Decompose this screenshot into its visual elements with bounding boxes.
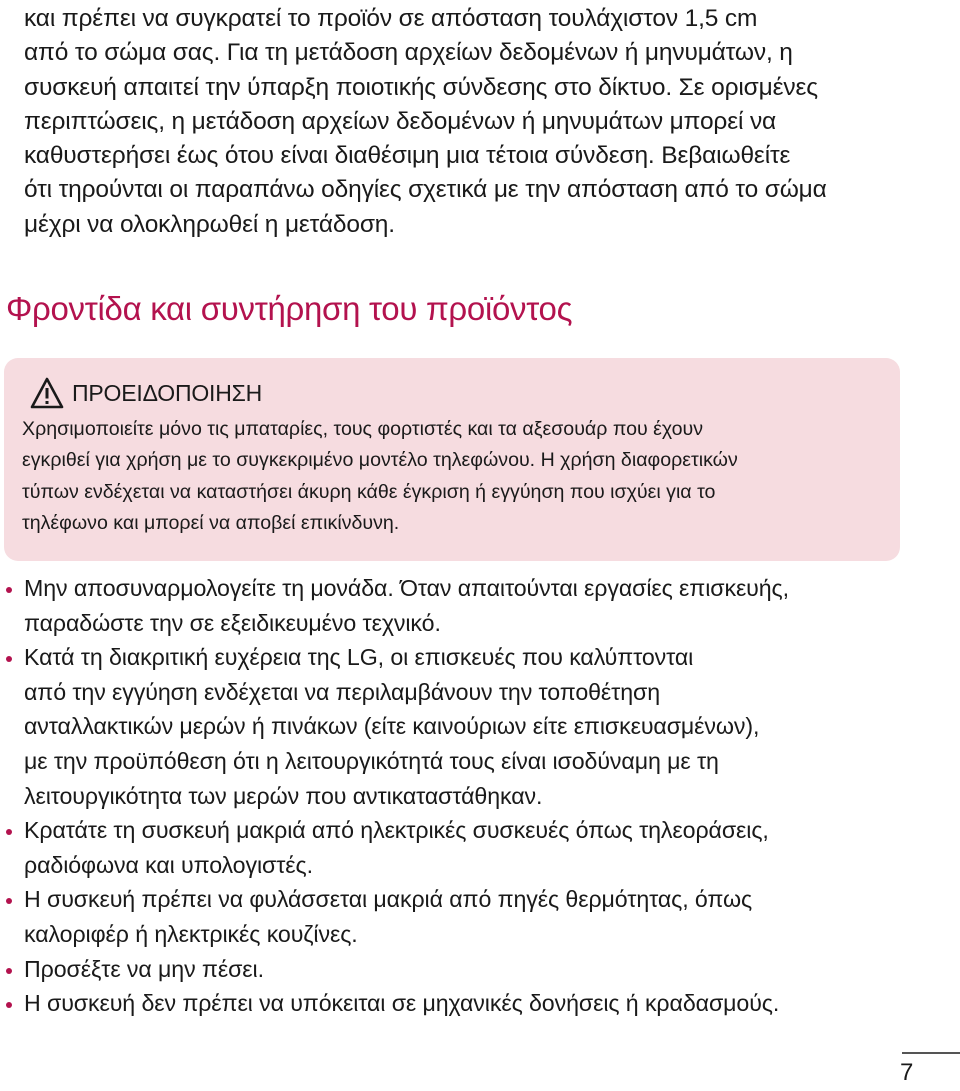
bullet-item xyxy=(0,882,950,951)
bullet-line: Η συσκευή δεν πρέπει να υπόκειται σε μηχανικές δονήσεις ή κραδασμούς. xyxy=(24,990,780,1017)
page-number: 7 xyxy=(900,1059,914,1086)
intro-line: από το σώμα σας. Για τη μετάδοση αρχείων δεδομένων ή μηνυμάτων, η xyxy=(24,39,793,67)
bullet-line: ανταλλακτικών μερών ή πινάκων (είτε καινούριων είτε επισκευασμένων), xyxy=(24,713,760,740)
bullet-line: από την εγγύηση ενδέχεται να περιλαμβάνουν την τοποθέτηση xyxy=(24,678,661,705)
warning-header xyxy=(30,376,262,410)
bullet-line: Κατά τη διακριτική ευχέρεια της LG, οι επισκευές που καλύπτονται xyxy=(24,644,694,671)
bullet-item xyxy=(0,813,950,882)
page-number-rule xyxy=(902,1052,960,1054)
bullet-line: ραδιόφωνα και υπολογιστές. xyxy=(24,851,313,878)
bullet-line: Κρατάτε τη συσκευή μακριά από ηλεκτρικές συσκευές όπως τηλεοράσεις, xyxy=(24,817,769,844)
bullet-dot xyxy=(6,968,12,974)
intro-line: καθυστερήσει έως ότου είναι διαθέσιμη μια τέτοια σύνδεση. Βεβαιωθείτε xyxy=(24,142,791,170)
bullet-line: Προσέξτε να μην πέσει. xyxy=(24,955,264,982)
bullet-line: καλοριφέρ ή ηλεκτρικές κουζίνες. xyxy=(24,920,358,947)
bullet-item xyxy=(0,571,950,640)
intro-line: και πρέπει να συγκρατεί το προϊόν σε απόσταση τουλάχιστον 1,5 cm xyxy=(24,5,758,32)
warning-line: εγκριθεί για χρήση με το συγκεκριμένο μοντέλο τηλεφώνου. Η χρήση διαφορετικών xyxy=(22,449,738,472)
intro-line: περιπτώσεις, η μετάδοση αρχείων δεδομένων ή μηνυμάτων μπορεί να xyxy=(24,107,777,135)
warning-line: τηλέφωνο και μπορεί να αποβεί επικίνδυνη. xyxy=(22,512,400,535)
bullet-item xyxy=(0,640,950,813)
bullet-dot xyxy=(6,829,12,835)
bullet-line: με την προϋπόθεση ότι η λειτουργικότητά τους είναι ισοδύναμη με τη xyxy=(24,747,719,774)
bullet-item xyxy=(0,952,950,987)
bullet-dot xyxy=(6,656,12,662)
bullet-dot xyxy=(6,1002,12,1008)
warning-line: τύπων ενδέχεται να καταστήσει άκυρη κάθε έγκριση ή εγγύηση που ισχύει για το xyxy=(22,480,716,503)
warning-text xyxy=(22,414,892,540)
warning-box xyxy=(4,358,900,561)
bullet-item xyxy=(0,986,950,1021)
bullet-line: Μην αποσυναρμολογείτε τη μονάδα. Όταν απαιτούνται εργασίες επισκευής, xyxy=(24,575,789,601)
care-bullet-list xyxy=(0,571,950,1021)
section-title: Φροντίδα και συντήρηση του προϊόντος xyxy=(6,290,573,327)
intro-line: συσκευή απαιτεί την ύπαρξη ποιοτικής σύνδεσης στο δίκτυο. Σε ορισμένες xyxy=(24,73,818,101)
warning-line: Χρησιμοποιείτε μόνο τις μπαταρίες, τους φορτιστές και τα αξεσουάρ που έχουν xyxy=(22,418,704,440)
bullet-line: Η συσκευή πρέπει να φυλάσσεται μακριά από πηγές θερμότητας, όπως xyxy=(24,886,753,913)
intro-line: μέχρι να ολοκληρωθεί η μετάδοση. xyxy=(24,210,395,238)
bullet-dot xyxy=(6,898,12,904)
intro-line: ότι τηρούνται οι παραπάνω οδηγίες σχετικά με την απόσταση από το σώμα xyxy=(24,176,827,204)
bullet-dot xyxy=(6,587,12,593)
intro-paragraph xyxy=(24,2,944,242)
warning-triangle-icon xyxy=(30,377,64,409)
bullet-line: λειτουργικότητα των μερών που αντικαταστάθηκαν. xyxy=(24,782,543,809)
bullet-line: παραδώστε την σε εξειδικευμένο τεχνικό. xyxy=(24,609,441,636)
warning-title: ΠΡΟΕΙΔΟΠΟΙΗΣΗ xyxy=(72,379,263,406)
